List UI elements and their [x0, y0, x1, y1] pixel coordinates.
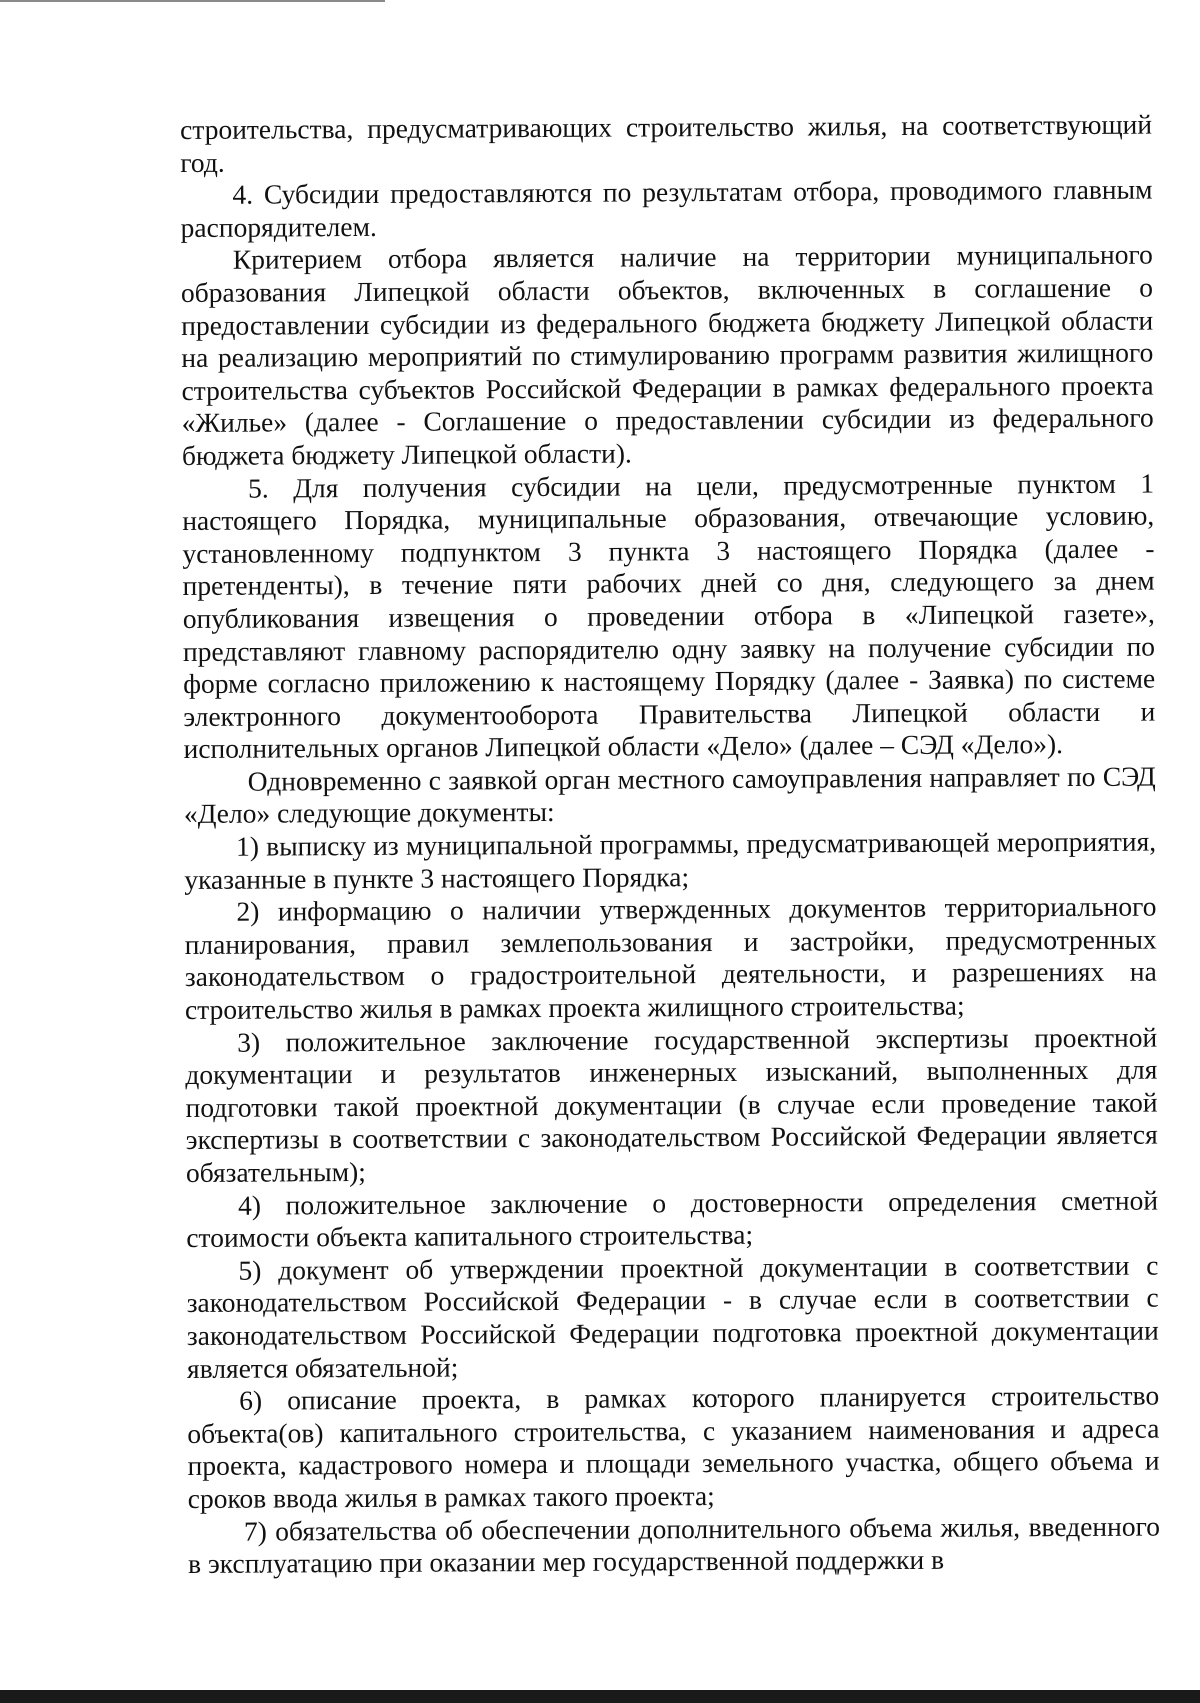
document-body — [180, 109, 1160, 1581]
list-item-3: 3) положительное заключение государственной экспертизы проектной документации и результатов инженерных изысканий, выполненных для подготовки такой проектной документации (в случае если проведение такой экспертизы в соответствии с законодательством Российской Федерации является обязательным); — [185, 1021, 1158, 1188]
list-item-2: 2) информацию о наличии утвержденных документов территориального планирования, правил землепользования и застройки, предусмотренных законодательством о градостроительной деятельности, и разрешениях на строительство жилья в рамках проекта жилищного строительства; — [184, 890, 1157, 1026]
paragraph-documents-intro: Одновременно с заявкой орган местного самоуправления направляет по СЭД «Дело» следующие документы: — [183, 760, 1156, 830]
top-scan-rule — [0, 0, 385, 2]
list-item-4: 4) положительное заключение о достоверности определения сметной стоимости объекта капитального строительства; — [186, 1184, 1159, 1254]
list-item-6: 6) описание проекта, в рамках которого планируется строительство объекта(ов) капитального строительства, с указанием наименования и адреса проекта, кадастрового номера и площади земельного участка, общего объема и сроков ввода жилья в рамках такого проекта; — [187, 1379, 1160, 1514]
bottom-scan-band — [0, 1690, 1200, 1703]
list-item-7: 7) обязательства об обеспечении дополнительного объема жилья, введенного в эксплуатацию при оказании мер государственной поддержки в — [188, 1510, 1160, 1580]
list-item-5: 5) документ об утверждении проектной документации в соответствии с законодательством Российской Федерации - в случае если в соответствии с законодательством Российской Федерации подготовка проектной документации является обязательной; — [186, 1249, 1159, 1384]
paragraph-selection-criterion: Критерием отбора является наличие на территории муниципального образования Липецкой области объектов, включенных в соглашение о предоставлении субсидии из федерального бюджета бюджету Липецкой области на реализацию мероприятий по стимулированию программ развития жилищного строительства субъектов Российской Федерации в рамках федерального проекта «Жилье» (далее - Соглашение о предоставлении субсидии из федерального бюджета бюджету Липецкой области). — [180, 238, 1154, 471]
paragraph-item-5: 5. Для получения субсидии на цели, предусмотренные пунктом 1 настоящего Порядка, муниципальные образования, отвечающие условию, установленному подпунктом 3 пункта 3 настоящего Порядка (далее - претенденты), в течение пяти рабочих дней со дня, следующего за днем опубликования извещения о проведении отбора в «Липецкой газете», представляют главному распорядителю одну заявку на получение субсидии по форме согласно приложению к настоящему Порядку (далее - Заявка) по системе электронного документооборота Правительства Липецкой области и исполнительных органов Липецкой области «Дело» (далее – СЭД «Дело»). — [182, 467, 1156, 765]
list-item-1: 1) выписку из муниципальной программы, предусматривающей мероприятия, указанные в пункте 3 настоящего Порядка; — [184, 825, 1157, 895]
paragraph-item-4: 4. Субсидии предоставляются по результатам отбора, проводимого главным распорядителем. — [180, 173, 1153, 243]
paragraph-continuation: строительства, предусматривающих строительство жилья, на соответствующий год. — [180, 108, 1153, 178]
